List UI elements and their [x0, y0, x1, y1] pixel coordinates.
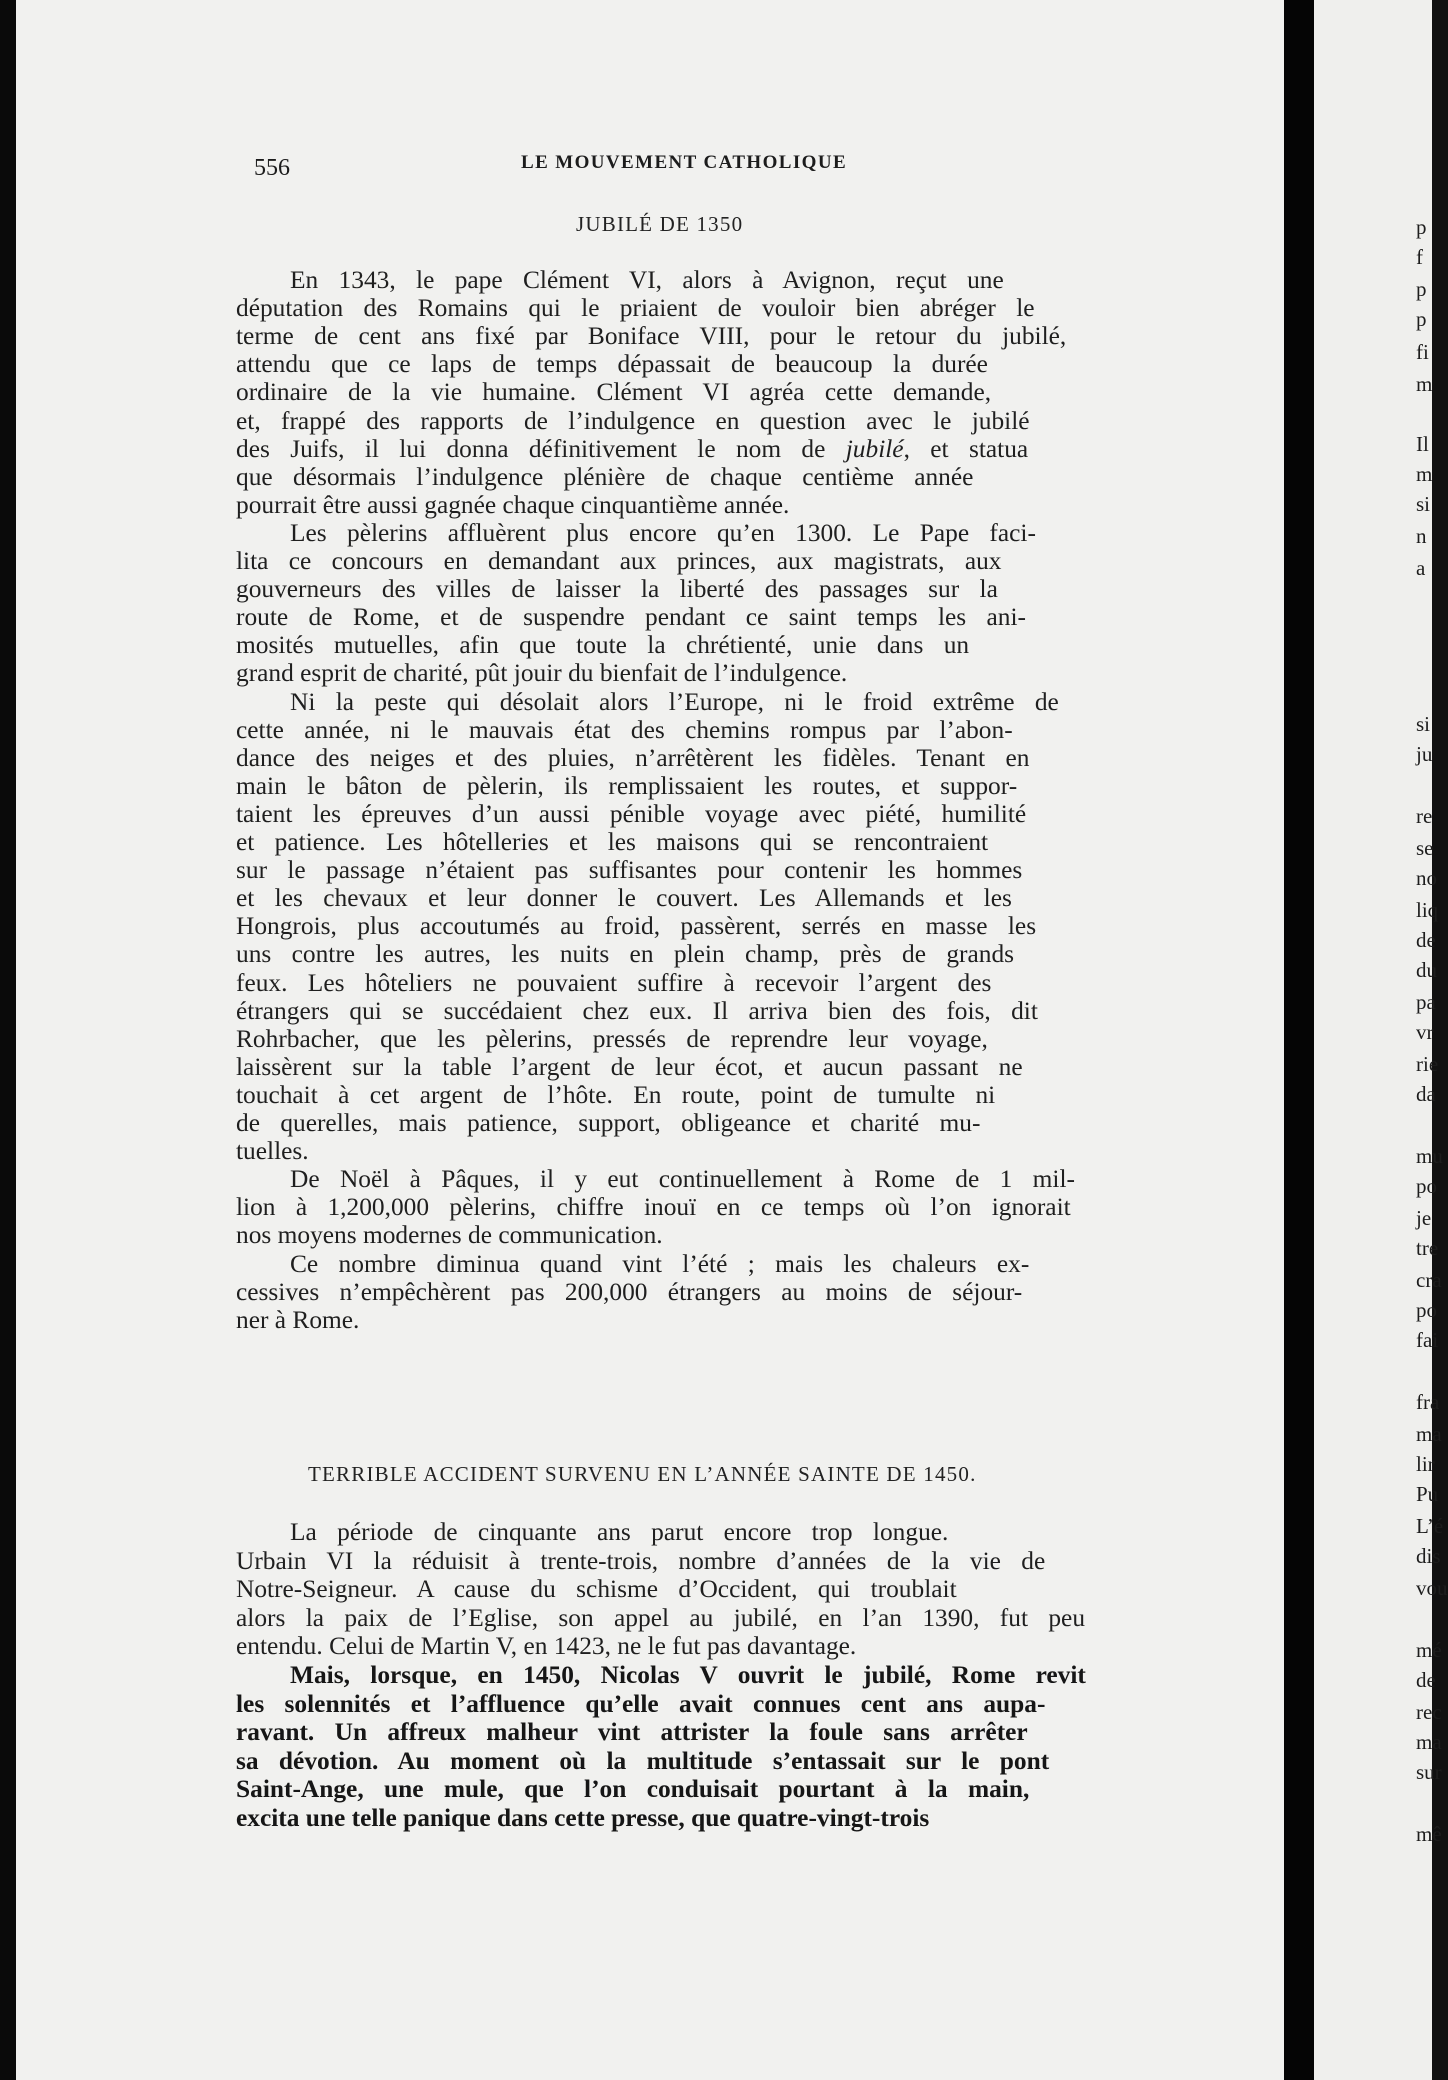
- section-2-line: sa dévotion. Au moment où la multitude s’entassait sur le pont: [236, 1746, 1050, 1775]
- section-title-accident-1450: TERRIBLE ACCIDENT SURVENU EN L’ANNÉE SAINTE DE 1450.: [308, 1462, 977, 1486]
- facing-page-fragment: cra: [1416, 1268, 1442, 1292]
- section-2-line: excita une telle panique dans cette presse, que quatre-vingt-trois: [236, 1804, 930, 1832]
- facing-page-fragment: p: [1416, 215, 1427, 239]
- facing-page-fragment: liq: [1416, 898, 1439, 922]
- facing-page-fragment: dis: [1416, 1544, 1441, 1568]
- section-1-line: uns contre les autres, les nuits en plein champ, près de grands: [236, 940, 1015, 969]
- facing-page-fragment: p: [1416, 307, 1427, 331]
- section-2-line: les solennités et l’affluence qu’elle avait connues cent ans aupa-: [236, 1689, 1046, 1718]
- section-1-line: lita ce concours en demandant aux princes, aux magistrats, aux: [236, 547, 1002, 575]
- scan-left-border: [0, 0, 16, 2080]
- section-2-line: Mais, lorsque, en 1450, Nicolas V ouvrit le jubilé, Rome revit: [290, 1661, 1086, 1689]
- facing-page-fragment: fai: [1416, 1328, 1439, 1352]
- facing-page-fragment: de: [1416, 1668, 1436, 1692]
- book-gutter: [1284, 0, 1314, 2080]
- section-1-line: Hongrois, plus accoutumés au froid, passèrent, serrés en masse les: [236, 912, 1037, 941]
- section-1-line: sur le passage n’étaient pas suffisantes pour contenir les hommes: [236, 856, 1023, 885]
- section-1-line: et, frappé des rapports de l’indulgence en question avec le jubilé: [236, 406, 1030, 435]
- section-2-line: Saint-Ange, une mule, que l’on conduisait pourtant à la main,: [236, 1775, 1030, 1804]
- section-1-line: taient les épreuves d’un aussi pénible voyage avec piété, humilité: [236, 799, 1027, 828]
- facing-page-fragment: a: [1416, 556, 1426, 580]
- facing-page-fragment: de: [1416, 928, 1436, 952]
- facing-page-fragment: no: [1416, 866, 1437, 890]
- facing-page-fragment: mu: [1416, 1144, 1443, 1168]
- section-1-line: des Juifs, il lui donna définitivement le nom de jubilé, et statua: [236, 434, 1029, 463]
- section-1-line: nos moyens modernes de communication.: [236, 1221, 663, 1250]
- section-2-line: La période de cinquante ans parut encore trop longue.: [290, 1518, 949, 1546]
- section-1-line: de querelles, mais patience, support, obligeance et charité mu-: [236, 1109, 981, 1137]
- facing-page-fragment: Il: [1416, 432, 1429, 456]
- section-1-line: grand esprit de charité, pût jouir du bienfait de l’indulgence.: [236, 659, 848, 688]
- section-1-line: gouverneurs des villes de laisser la liberté des passages sur la: [236, 575, 998, 604]
- facing-page-fragment: Pu: [1416, 1482, 1439, 1506]
- facing-page-fragment: fi: [1416, 340, 1429, 364]
- section-1-line: terme de cent ans fixé par Boniface VIII, pour le retour du jubilé,: [236, 322, 1067, 351]
- facing-page-fragment: p: [1416, 277, 1427, 301]
- facing-page-fragment: po: [1416, 1174, 1437, 1198]
- facing-page-fragment: m: [1416, 372, 1433, 396]
- section-1-line: En 1343, le pape Clément VI, alors à Avignon, reçut une: [290, 266, 1004, 294]
- facing-page-fragment: n: [1416, 524, 1427, 548]
- section-2-line: entendu. Celui de Martin V, en 1423, ne le fut pas davantage.: [236, 1632, 857, 1661]
- facing-page-fragment: si: [1416, 712, 1431, 736]
- facing-page-fragment: du: [1416, 958, 1437, 982]
- section-1-line: tuelles.: [236, 1137, 309, 1166]
- section-1-line: dance des neiges et des pluies, n’arrêtèrent les fidèles. Tenant en: [236, 743, 1030, 772]
- page-number: 556: [254, 155, 290, 181]
- facing-page-fragment: m: [1416, 462, 1433, 486]
- facing-page-fragment: tre: [1416, 1236, 1439, 1260]
- section-1-line: Ce nombre diminua quand vint l’été ; mais les chaleurs ex-: [290, 1249, 1030, 1278]
- section-2-line: alors la paix de l’Eglise, son appel au jubilé, en l’an 1390, fut peu: [236, 1603, 1086, 1632]
- facing-page-fragment: rec: [1416, 1700, 1442, 1724]
- section-1-line: cessives n’empêchèrent pas 200,000 étrangers au moins de séjour-: [236, 1277, 1023, 1306]
- after-jubile-text: , et statua: [903, 434, 1029, 463]
- section-1-line: que désormais l’indulgence plénière de chaque centième année: [236, 462, 974, 491]
- facing-page-fragment: rie: [1416, 1052, 1439, 1076]
- section-1-line: députation des Romains qui le priaient de vouloir bien abréger le: [236, 294, 1035, 323]
- jubile-italic-word: jubilé: [845, 434, 904, 463]
- section-1-line: attendu que ce laps de temps dépassait de beaucoup la durée: [236, 350, 988, 379]
- section-1-line: Ni la peste qui désolait alors l’Europe, ni le froid extrême de: [290, 687, 1059, 716]
- section-2-line: Notre-Seigneur. A cause du schisme d’Occident, qui troublait: [236, 1575, 957, 1604]
- section-1-line: De Noël à Pâques, il y eut continuellement à Rome de 1 mil-: [290, 1165, 1075, 1194]
- facing-page-fragment: mé: [1416, 1638, 1442, 1662]
- facing-page-fragment: vou: [1416, 1576, 1448, 1600]
- facing-page-fragment: lir: [1416, 1452, 1435, 1476]
- section-1-line: main le bâton de pèlerin, ils remplissaient les routes, et suppor-: [236, 771, 1018, 800]
- facing-page-fragment: da: [1416, 1082, 1436, 1106]
- facing-page-fragment: po: [1416, 1298, 1437, 1322]
- section-1-line: cette année, ni le mauvais état des chemins rompus par l’abon-: [236, 715, 1013, 744]
- facing-page-fragment: ju: [1416, 742, 1433, 766]
- facing-page-fragment: pa: [1416, 990, 1436, 1014]
- section-1-line: route de Rome, et de suspendre pendant ce saint temps les ani-: [236, 603, 1026, 632]
- facing-page-fragment: ma: [1416, 1422, 1442, 1446]
- book-page: [16, 0, 1284, 2080]
- section-1-line: ordinaire de la vie humaine. Clément VI agréa cette demande,: [236, 378, 992, 407]
- section-1-line: laissèrent sur la table l’argent de leur écot, et aucun passant ne: [236, 1052, 1023, 1081]
- section-2-line: ravant. Un affreux malheur vint attrister la foule sans arrêter: [236, 1718, 1028, 1747]
- section-2-line: Urbain VI la réduisit à trente-trois, nombre d’années de la vie de: [236, 1546, 1046, 1575]
- section-1-line: Rohrbacher, que les pèlerins, pressés de reprendre leur voyage,: [236, 1024, 988, 1053]
- facing-page-fragment: vr: [1416, 1020, 1434, 1044]
- section-1-line: pourrait être aussi gagnée chaque cinquantième année.: [236, 490, 790, 519]
- facing-page-fragment: L’é: [1416, 1514, 1444, 1538]
- facing-page-edge: [1314, 0, 1448, 2080]
- section-1-line: étrangers qui se succédaient chez eux. Il arriva bien des fois, dit: [236, 996, 1038, 1025]
- facing-page-fragment: f: [1416, 245, 1423, 269]
- running-head: LE MOUVEMENT CATHOLIQUE: [521, 152, 848, 173]
- facing-page-fragment: se: [1416, 836, 1434, 860]
- facing-page-fragment: ma: [1416, 1730, 1442, 1754]
- section-1-line: mosités mutuelles, afin que toute la chrétienté, unie dans un: [236, 631, 970, 660]
- section-1-line: et patience. Les hôtelleries et les maisons qui se rencontraient: [236, 828, 989, 856]
- facing-page-fragment: sur: [1416, 1760, 1442, 1784]
- facing-page-fragment: fra: [1416, 1390, 1440, 1414]
- section-1-line: lion à 1,200,000 pèlerins, chiffre inouï en ce temps où l’on ignorait: [236, 1193, 1071, 1222]
- facing-page-fragment: re: [1416, 804, 1433, 828]
- facing-page-fragment: je: [1416, 1206, 1432, 1230]
- section-1-line: feux. Les hôteliers ne pouvaient suffire à recevoir l’argent des: [236, 968, 992, 997]
- section-1-line: Les pèlerins affluèrent plus encore qu’en 1300. Le Pape faci-: [290, 518, 1036, 547]
- section-1-line: ner à Rome.: [236, 1305, 360, 1334]
- section-1-line: touchait à cet argent de l’hôte. En route, point de tumulte ni: [236, 1080, 996, 1109]
- section-title-jubile-1350: JUBILÉ DE 1350: [576, 212, 744, 236]
- facing-page-fragment: mê: [1416, 1822, 1442, 1846]
- section-1-line: et les chevaux et leur donner le couvert. Les Allemands et les: [236, 884, 1012, 913]
- facing-page-fragment: si: [1416, 492, 1431, 516]
